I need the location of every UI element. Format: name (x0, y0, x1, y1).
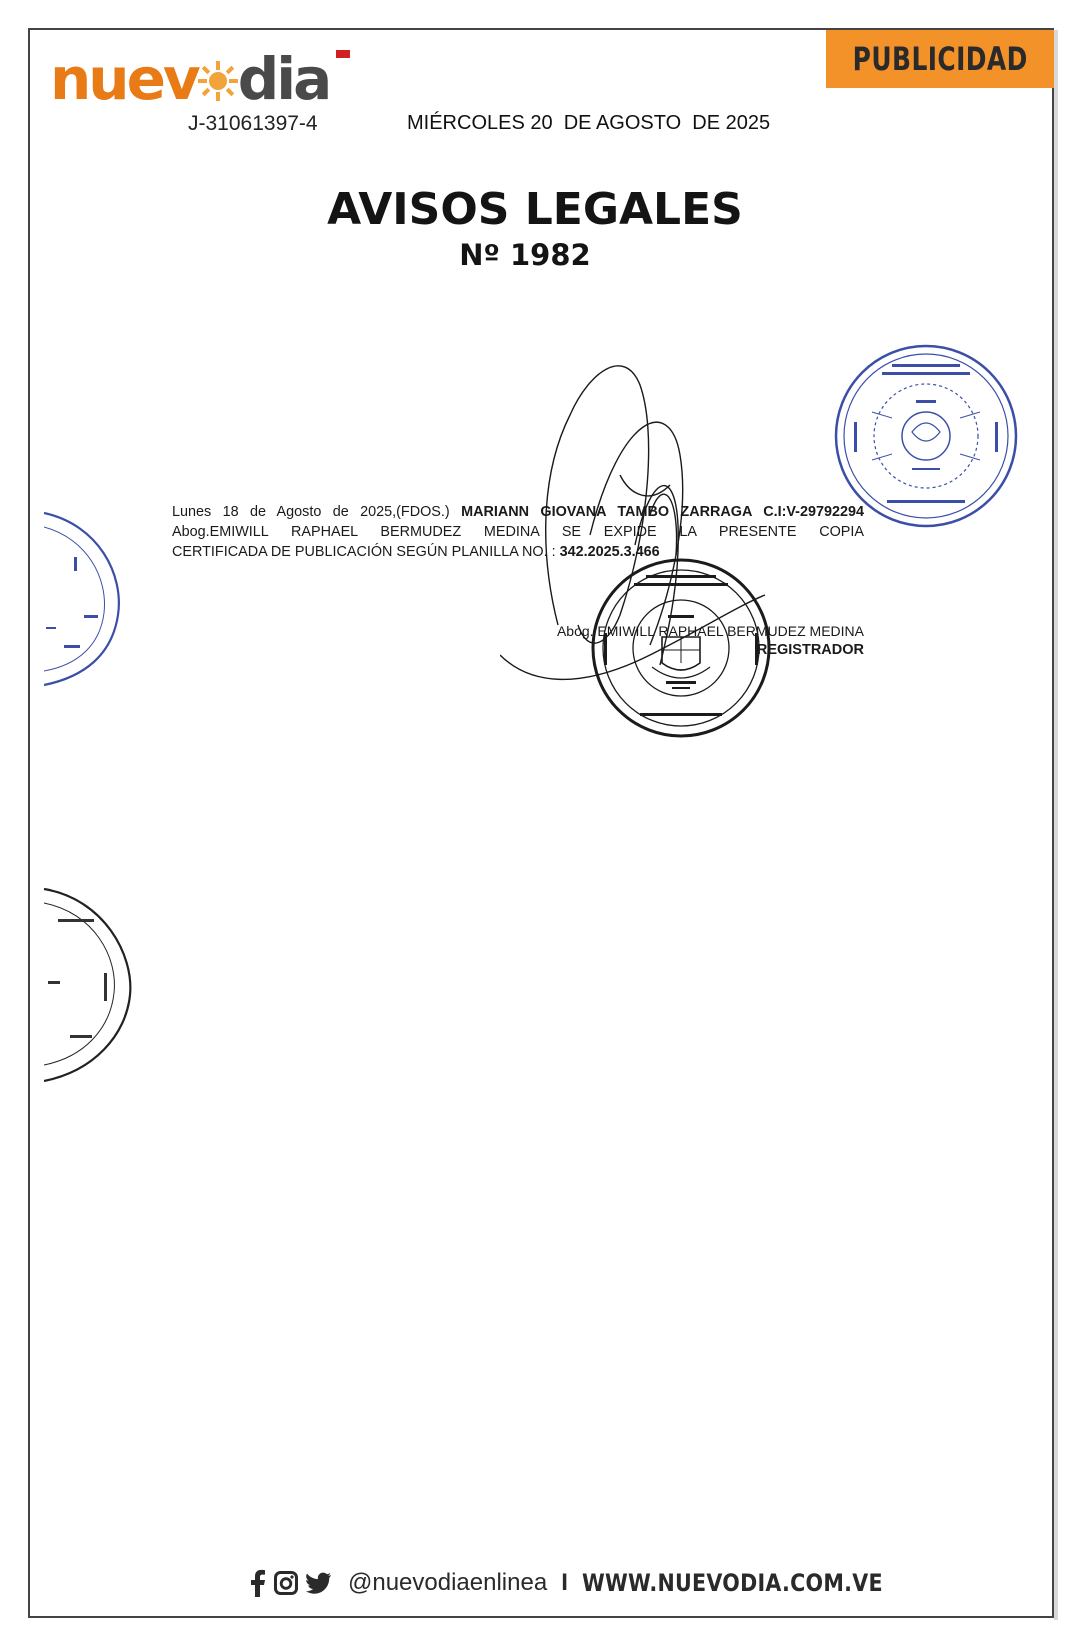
social-handle: @nuevodiaenlinea (348, 1569, 548, 1596)
notice-line-1 (172, 502, 864, 522)
instagram-icon[interactable] (274, 1571, 298, 1595)
logo-text-part2: dia (237, 45, 330, 113)
notice-date-text: Lunes 18 de Agosto de 2025,(FDOS.) (172, 504, 462, 520)
notice-line-3 (172, 542, 864, 562)
page-title: AVISOS LEGALES (327, 184, 743, 235)
notice-certificate-text: CERTIFICADA DE PUBLICACIÓN SEGÚN PLANILLA NO. : (172, 544, 560, 560)
notice-planilla-number: 342.2025.3.466 (559, 544, 660, 560)
facebook-icon[interactable] (250, 1569, 266, 1597)
sun-icon (196, 55, 240, 103)
notice-line-2: Abog.EMIWILL RAPHAEL BERMUDEZ MEDINA SE EXPIDE LA PRESENTE COPIA (172, 524, 864, 540)
footer-separator: I (561, 1569, 568, 1596)
partial-seal-left-upper (44, 505, 122, 690)
footer-bar (250, 1566, 932, 1600)
issue-number: Nº 1982 (459, 238, 591, 272)
partial-seal-left-lower (44, 885, 136, 1085)
publicidad-badge (826, 30, 1054, 88)
page-edge-shadow (1054, 30, 1058, 1620)
notice-id-number: C.I:V-29792294 (751, 504, 864, 520)
logo-text-part1: nuev (50, 45, 198, 113)
logo-accent-mark (336, 50, 350, 58)
publicidad-badge-label: PUBLICIDAD (852, 40, 1028, 78)
signer-role: REGISTRADOR (756, 642, 864, 658)
website-url[interactable]: WWW.NUEVODIA.COM.VE (581, 1569, 883, 1597)
legal-notice-text (172, 502, 864, 562)
rif-number: J-31061397-4 (188, 112, 318, 135)
twitter-icon[interactable] (306, 1572, 332, 1594)
publication-date: MIÉRCOLES 20 DE AGOSTO DE 2025 (407, 112, 771, 134)
notice-person-name: MARIANN GIOVANA TAMBO ZARRAGA (461, 504, 752, 520)
signer-name: Abog. EMIWILL RAPHAEL BERMUDEZ MEDINA (556, 623, 864, 639)
nuevodia-logo (50, 46, 329, 112)
